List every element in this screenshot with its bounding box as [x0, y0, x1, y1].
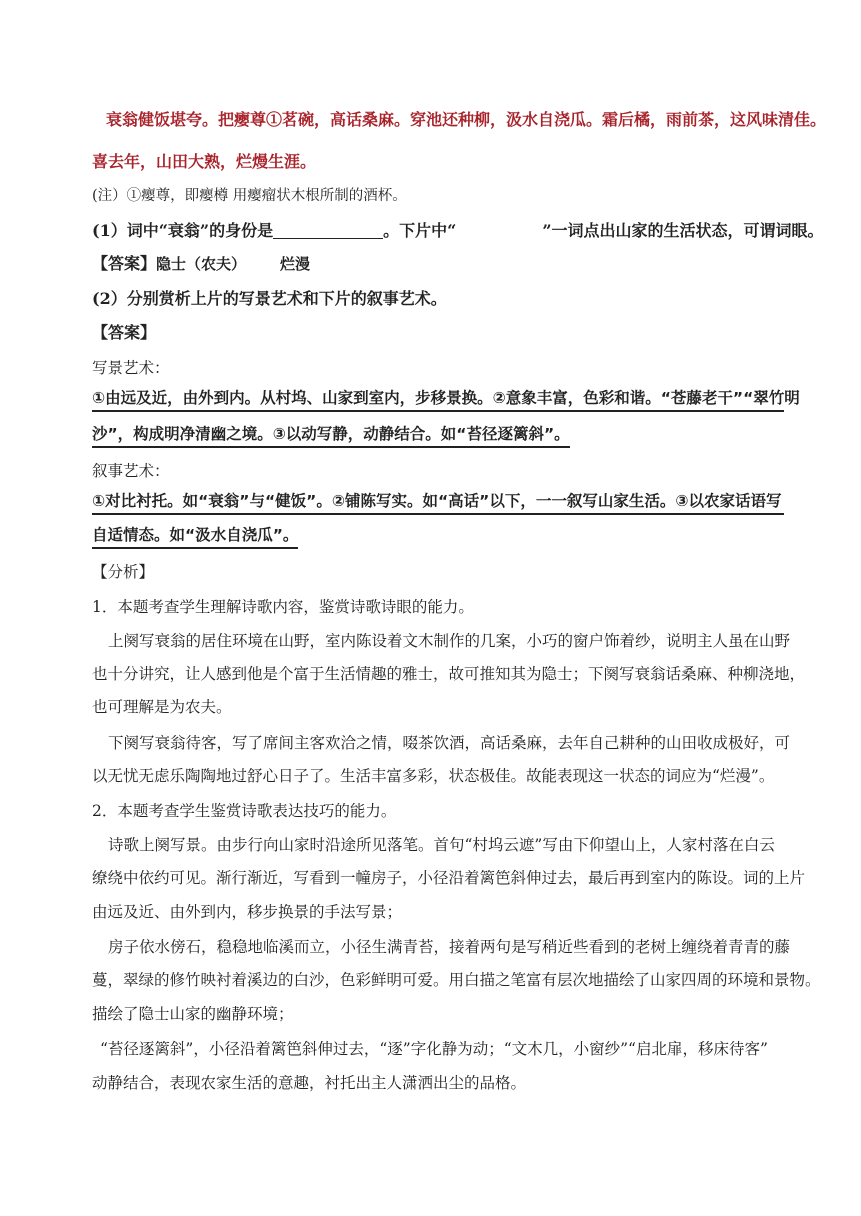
narrative-answer-line-1: ①对比衬托。如“衰翁”与“健饭”。②铺陈写实。如“高话”以下，一一叙写山家生活。③以农家话语写 — [92, 489, 784, 515]
analysis-paragraph-3-line-3: 由远及近、由外到内，移步换景的手法写景； — [92, 903, 403, 921]
question-2: (2）分别赏析上片的写景艺术和下片的叙事艺术。 — [92, 289, 447, 308]
analysis-paragraph-3-line-1: 诗歌上阕写景。由步行向山家时沿途所见落笔。首句“村坞云遮”写由下仰望山上，人家村落在白云 — [108, 836, 775, 854]
answer-1 — [92, 251, 792, 274]
narrative-answer-line-2: 自适情态。如“汲水自浇瓜”。 — [92, 523, 784, 549]
analysis-paragraph-4-line-2: 蔓，翠绿的修竹映衬着溪边的白沙，色彩鲜明可爱。用白描之笔富有层次地描绘了山家四周的环境和景物。 — [92, 971, 821, 989]
analysis-paragraph-1-line-3: 也可理解是为农夫。 — [92, 698, 232, 716]
answer-1-value-2: 烂漫 — [280, 255, 311, 273]
scenery-answer-line-2: 沙”，构成明净清幽之境。③以动写静，动静结合。如“苔径逐篱斜”。 — [92, 422, 784, 448]
analysis-paragraph-1-line-2: 也十分讲究，让人感到他是个富于生活情趣的雅士，故可推知其为隐士；下阕写衰翁话桑麻、种柳浇地， — [92, 665, 806, 683]
analysis-paragraph-5-line-2: 动静结合，表现农家生活的意趣，衬托出主人潇洒出尘的品格。 — [92, 1074, 527, 1092]
analysis-paragraph-4-line-3: 描绘了隐士山家的幽静环境； — [92, 1005, 294, 1023]
question-1 — [92, 218, 824, 241]
answer-1-value-1: 隐士（农夫） — [156, 255, 247, 273]
analysis-item-1: 1．本题考查学生理解诗歌内容，鉴赏诗歌诗眼的能力。 — [92, 598, 474, 616]
question-1-part-1: (1）词中“衰翁”的身份是 — [92, 221, 274, 240]
answer-2-tag: 【答案】 — [92, 323, 157, 342]
answer-blank-1 — [273, 238, 383, 239]
answer-tag: 【答案】 — [92, 254, 157, 273]
analysis-paragraph-4-line-1: 房子依水傍石，稳稳地临溪而立，小径生满青苔，接着两句是写稍近些看到的老树上缠绕着青青的藤 — [108, 938, 791, 956]
scenery-answer-line-1: ①由远及近，由外到内。从村坞、山家到室内，步移景换。②意象丰富，色彩和谐。“苍藤老干”“翠竹明 — [92, 386, 784, 412]
analysis-paragraph-1-line-1: 上阕写衰翁的居住环境在山野，室内陈设着文木制作的几案，小巧的窗户饰着纱，说明主人虽在山野 — [108, 632, 791, 650]
analysis-item-2: 2．本题考查学生鉴赏诗歌表达技巧的能力。 — [92, 802, 397, 820]
poem-line-2: 喜去年，山田大熟，烂熳生涯。 — [92, 152, 317, 171]
analysis-paragraph-2-line-2: 以无忧无虑乐陶陶地过舒心日子了。生活丰富多彩，状态极佳。故能表现这一状态的词应为“烂漫”。 — [92, 767, 775, 785]
question-1-part-3: ”一词点出山家的生活状态，可谓词眼。 — [542, 221, 824, 240]
scenery-heading: 写景艺术： — [92, 359, 170, 377]
analysis-paragraph-2-line-1: 下阕写衰翁待客，写了席间主客欢洽之情，啜茶饮酒，高话桑麻，去年自己耕种的山田收成极好，可 — [108, 734, 791, 752]
analysis-paragraph-5-line-1: “苔径逐篱斜”，小径沿着篱笆斜伸过去，“逐”字化静为动；“文木几，小窗纱”“启北扉，移床待客” — [100, 1040, 768, 1058]
poem-line-1: 衰翁健饭堪夸。把瘿尊①茗碗，高话桑麻。穿池还种柳，汲水自浇瓜。霜后橘，雨前茶，这风味清佳。 — [106, 110, 827, 129]
analysis-paragraph-3-line-2: 缭绕中依约可见。渐行渐近，写看到一幢房子，小径沿着篱笆斜伸过去，最后再到室内的陈设。词的上片 — [92, 869, 806, 887]
narrative-heading: 叙事艺术： — [92, 462, 170, 480]
annotation-note: (注）①瘿尊，即瘿樽 用瘿瘤状木根所制的酒杯。 — [92, 188, 407, 204]
analysis-heading: 【分析】 — [92, 563, 155, 581]
question-1-part-2: 。下片中“ — [383, 221, 457, 240]
